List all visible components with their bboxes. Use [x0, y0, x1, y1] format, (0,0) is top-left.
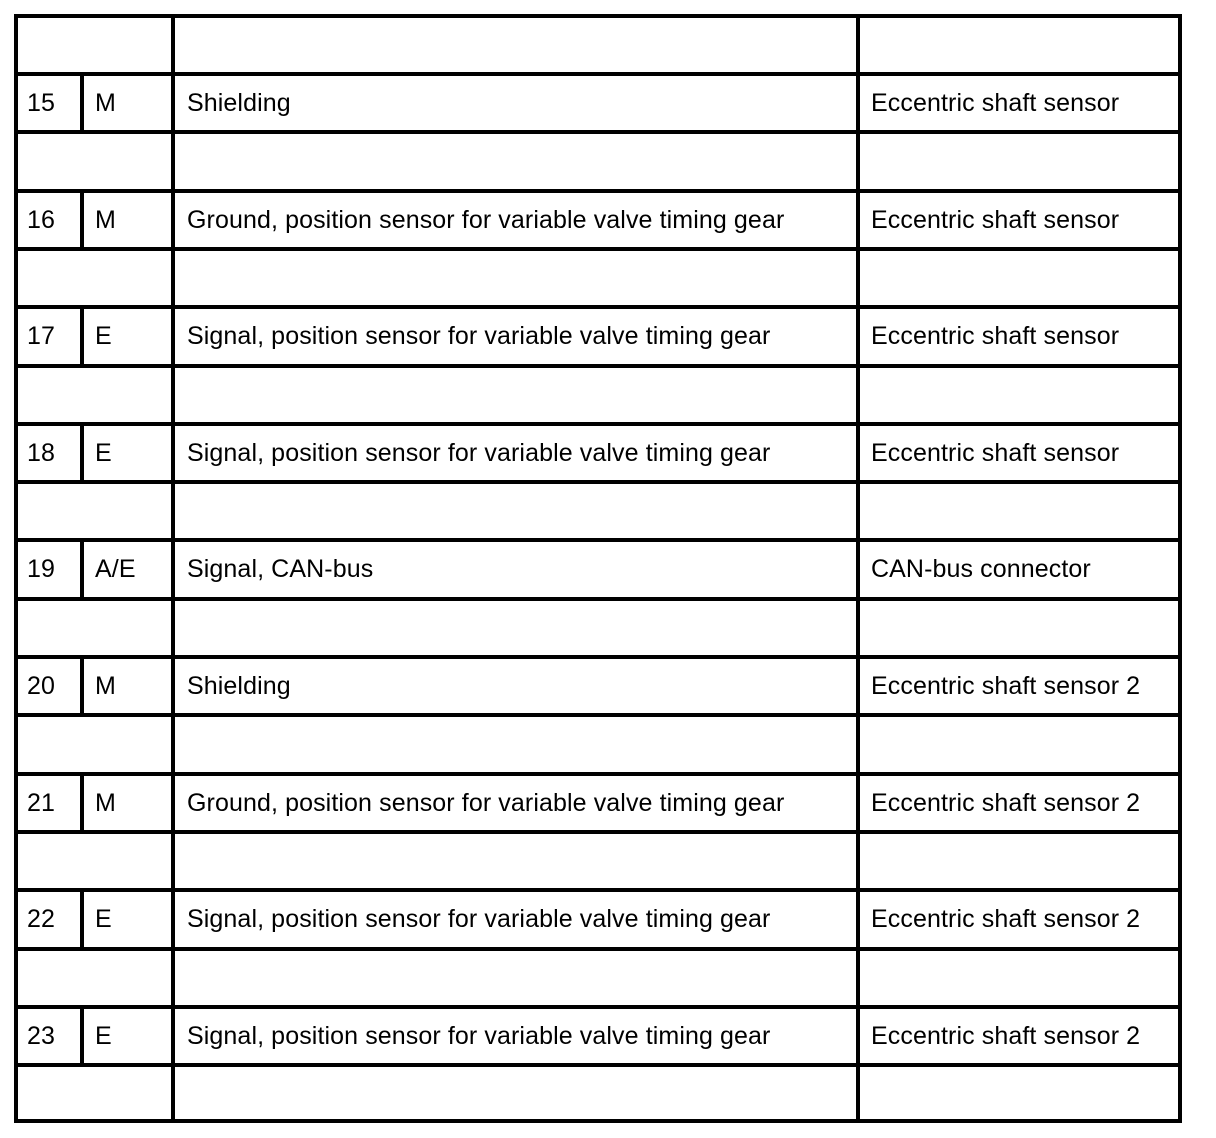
- signal-type: M: [95, 672, 116, 700]
- pin-description: Ground, position sensor for variable valve timing gear: [187, 206, 785, 234]
- row-divider: [14, 947, 1182, 951]
- signal-type: M: [95, 206, 116, 234]
- column-divider: [856, 14, 860, 1123]
- pin-number: 15: [27, 89, 56, 117]
- column-divider: [80, 422, 84, 484]
- component-name: Eccentric shaft sensor: [871, 322, 1120, 350]
- pin-description: Signal, position sensor for variable valve timing gear: [187, 439, 771, 467]
- pin-number: 22: [27, 905, 56, 933]
- pin-number: 23: [27, 1022, 56, 1050]
- component-name: Eccentric shaft sensor: [871, 89, 1120, 117]
- column-divider: [80, 772, 84, 834]
- column-divider: [80, 189, 84, 251]
- row-divider: [14, 480, 1182, 484]
- pin-number: 16: [27, 206, 56, 234]
- row-divider: [14, 713, 1182, 717]
- signal-type: E: [95, 322, 112, 350]
- signal-type: M: [95, 89, 116, 117]
- column-divider: [80, 538, 84, 600]
- pin-description: Signal, position sensor for variable valve timing gear: [187, 1022, 771, 1050]
- row-divider: [14, 830, 1182, 834]
- column-divider: [80, 72, 84, 134]
- pin-description: Signal, CAN-bus: [187, 555, 374, 583]
- pin-number: 20: [27, 672, 56, 700]
- component-name: Eccentric shaft sensor 2: [871, 672, 1141, 700]
- column-divider: [171, 14, 175, 1123]
- pin-description: Signal, position sensor for variable valve timing gear: [187, 322, 771, 350]
- pin-number: 19: [27, 555, 56, 583]
- row-divider: [14, 364, 1182, 368]
- pin-description: Signal, position sensor for variable valve timing gear: [187, 905, 771, 933]
- component-name: CAN-bus connector: [871, 555, 1091, 583]
- signal-type: E: [95, 905, 112, 933]
- pin-description: Shielding: [187, 89, 291, 117]
- component-name: Eccentric shaft sensor: [871, 439, 1120, 467]
- signal-type: M: [95, 789, 116, 817]
- component-name: Eccentric shaft sensor: [871, 206, 1120, 234]
- component-name: Eccentric shaft sensor 2: [871, 1022, 1141, 1050]
- signal-type: E: [95, 1022, 112, 1050]
- row-divider: [14, 597, 1182, 601]
- row-divider: [14, 1063, 1182, 1067]
- pin-description: Shielding: [187, 672, 291, 700]
- signal-type: E: [95, 439, 112, 467]
- pin-number: 21: [27, 789, 56, 817]
- pin-number: 17: [27, 322, 56, 350]
- column-divider: [80, 655, 84, 717]
- pin-description: Ground, position sensor for variable valve timing gear: [187, 789, 785, 817]
- row-divider: [14, 247, 1182, 251]
- component-name: Eccentric shaft sensor 2: [871, 789, 1141, 817]
- component-name: Eccentric shaft sensor 2: [871, 905, 1141, 933]
- column-divider: [80, 888, 84, 950]
- signal-type: A/E: [95, 555, 136, 583]
- column-divider: [80, 305, 84, 367]
- row-divider: [14, 130, 1182, 134]
- pin-number: 18: [27, 439, 56, 467]
- column-divider: [80, 1005, 84, 1067]
